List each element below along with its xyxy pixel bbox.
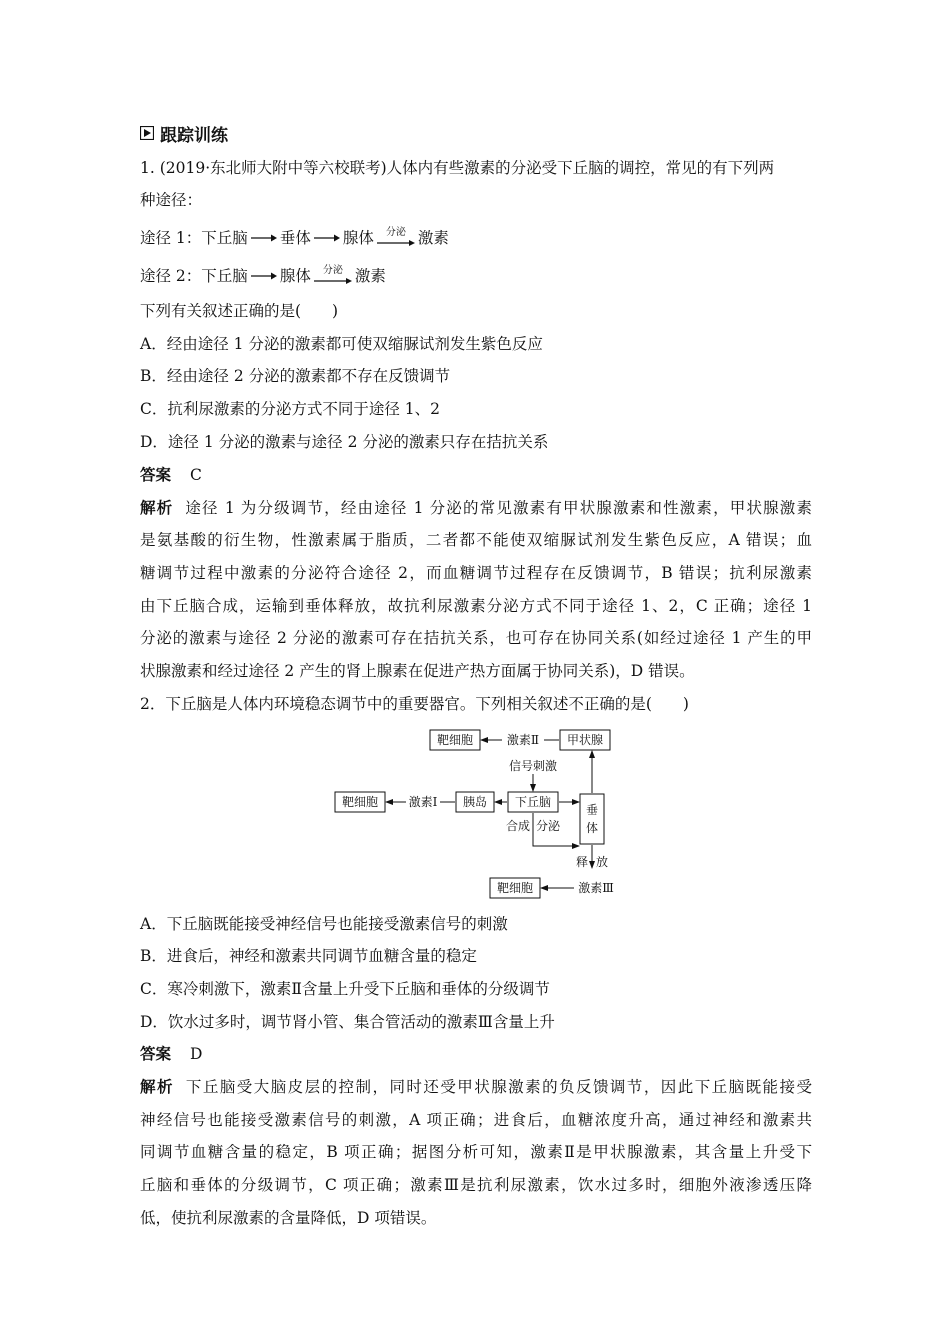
hypothalamus-label: 下丘脑 — [514, 795, 552, 809]
target-cell-bot-label: 靶细胞 — [496, 881, 534, 895]
target-cell-mid-label: 靶细胞 — [341, 795, 379, 809]
synth-label: 合成 — [505, 819, 531, 833]
q2-analysis-line: 神经信号也能接受激素信号的刺激，A 项正确；进食后，血糖浓度升高，通过神经和激素共 — [140, 1111, 812, 1129]
release-label-1: 释 — [575, 855, 589, 869]
q1-option-a: A．经由途径 1 分泌的激素都可使双缩脲试剂发生紫色反应 — [140, 335, 543, 353]
q1-option-b: B．经由途径 2 分泌的激素都不存在反馈调节 — [140, 367, 451, 385]
q1-option-d: D．途径 1 分泌的激素与途径 2 分泌的激素只存在拮抗关系 — [140, 433, 549, 451]
arrow-right-icon — [376, 238, 416, 248]
q2-analysis-label: 解析 — [140, 1078, 174, 1096]
q1-analysis-label: 解析 — [140, 499, 174, 517]
q1-analysis-line: 糖调节过程中激素的分泌符合途径 2，而血糖调节过程存在反馈调节，B 错误；抗利尿激素 — [140, 564, 812, 582]
hormone3-label: 激素Ⅲ — [578, 881, 614, 895]
q1-answer-label: 答案 — [140, 466, 172, 484]
q2-option-b: B．进食后，神经和激素共同调节血糖含量的稳定 — [140, 947, 477, 965]
route1-secrete-arrow — [376, 228, 416, 248]
q2-analysis-line — [140, 1077, 812, 1097]
secrete-label: 分泌 — [535, 819, 561, 833]
route1-pituitary: 垂体 — [279, 229, 311, 247]
arrow-right-icon — [313, 276, 353, 286]
q2-analysis-line: 同调节血糖含量的稳定，B 项正确；据图分析可知，激素Ⅱ是甲状腺激素，其含量上升受下 — [140, 1143, 812, 1161]
route2-hormone: 激素 — [354, 267, 386, 285]
q1-analysis-line — [140, 498, 812, 518]
q1-analysis-line: 由下丘脑合成，运输到垂体释放，故抗利尿激素分泌方式不同于途径 1、2，C 正确；途径 1 — [140, 597, 812, 615]
q2-stem: 2．下丘脑是人体内环境稳态调节中的重要器官。下列相关叙述不正确的是( ) — [140, 695, 689, 713]
pituitary-label-2: 体 — [585, 821, 599, 835]
route1-hypothalamus: 下丘脑 — [201, 229, 248, 247]
q1-route2 — [140, 266, 812, 286]
route2-secrete-arrow — [313, 266, 353, 286]
route1-arrow-label: 分泌 — [385, 227, 406, 238]
route2-arrow-label: 分泌 — [322, 265, 343, 276]
q2-option-c: C．寒冷刺激下，激素Ⅱ含量上升受下丘脑和垂体的分级调节 — [140, 980, 550, 998]
q1-answer — [140, 465, 812, 485]
q1-analysis-line: 是氨基酸的衍生物，性激素属于脂质，二者都不能使双缩脲试剂发生紫色反应，A 错误；血 — [140, 531, 812, 549]
hormone-regulation-diagram — [330, 724, 620, 904]
route1-gland: 腺体 — [342, 229, 374, 247]
q2-analysis-line: 低，使抗利尿激素的含量降低，D 项错误。 — [140, 1209, 437, 1227]
q1-answer-value: C — [189, 466, 202, 484]
arrow-right-icon — [250, 232, 278, 244]
route1-label: 途径 1： — [140, 229, 202, 247]
q1-stem-line1: 1. (2019·东北师大附中等六校联考)人体内有些激素的分泌受下丘脑的调控，常见的有下列两 — [140, 159, 775, 177]
q1-analysis-text: 途径 1 为分级调节，经由途径 1 分泌的常见激素有甲状腺激素和性激素，甲状腺激素 — [185, 499, 812, 517]
play-triangle-icon — [140, 126, 154, 140]
q1-analysis-line: 状腺激素和经过途径 2 产生的肾上腺素在促进产热方面属于协同关系)，D 错误。 — [140, 662, 695, 680]
section-header — [140, 121, 228, 145]
q2-answer-label: 答案 — [140, 1045, 172, 1063]
pituitary-label-1: 垂 — [585, 803, 599, 817]
q1-stem-line2: 种途径： — [140, 191, 203, 209]
release-label-2: 放 — [595, 855, 609, 869]
q2-answer — [140, 1044, 812, 1064]
signal-label: 信号刺激 — [508, 759, 558, 773]
arrow-right-icon — [250, 270, 278, 282]
q1-option-c: C．抗利尿激素的分泌方式不同于途径 1、2 — [140, 400, 441, 418]
target-cell-top-label: 靶细胞 — [436, 733, 474, 747]
route2-label: 途径 2： — [140, 267, 202, 285]
q2-option-a: A．下丘脑既能接受神经信号也能接受激素信号的刺激 — [140, 915, 508, 933]
route1-hormone: 激素 — [417, 229, 449, 247]
q1-analysis-line: 分泌的激素与途径 2 分泌的激素可存在拮抗关系，也可存在协同关系(如经过途径 1 产生的甲 — [140, 629, 812, 647]
arrow-right-icon — [313, 232, 341, 244]
pituitary-box — [580, 794, 604, 844]
route2-gland: 腺体 — [279, 267, 311, 285]
q2-option-d: D．饮水过多时，调节肾小管、集合管活动的激素Ⅲ含量上升 — [140, 1013, 555, 1031]
q1-question: 下列有关叙述正确的是( ) — [140, 302, 339, 320]
q1-route1 — [140, 228, 812, 248]
thyroid-label: 甲状腺 — [566, 733, 604, 747]
q2-answer-value: D — [189, 1045, 203, 1063]
hormone2-label: 激素Ⅱ — [506, 733, 540, 747]
hormone1-label: 激素Ⅰ — [408, 795, 438, 809]
pancreas-label: 胰岛 — [462, 795, 488, 809]
q2-analysis-text: 下丘脑受大脑皮层的控制，同时还受甲状腺激素的负反馈调节，因此下丘脑既能接受 — [185, 1078, 812, 1096]
q2-analysis-line: 丘脑和垂体的分级调节，C 项正确；激素Ⅲ是抗利尿激素，饮水过多时，细胞外液渗透压降 — [140, 1176, 812, 1194]
route2-hypothalamus: 下丘脑 — [201, 267, 248, 285]
section-title: 跟踪训练 — [160, 125, 228, 146]
